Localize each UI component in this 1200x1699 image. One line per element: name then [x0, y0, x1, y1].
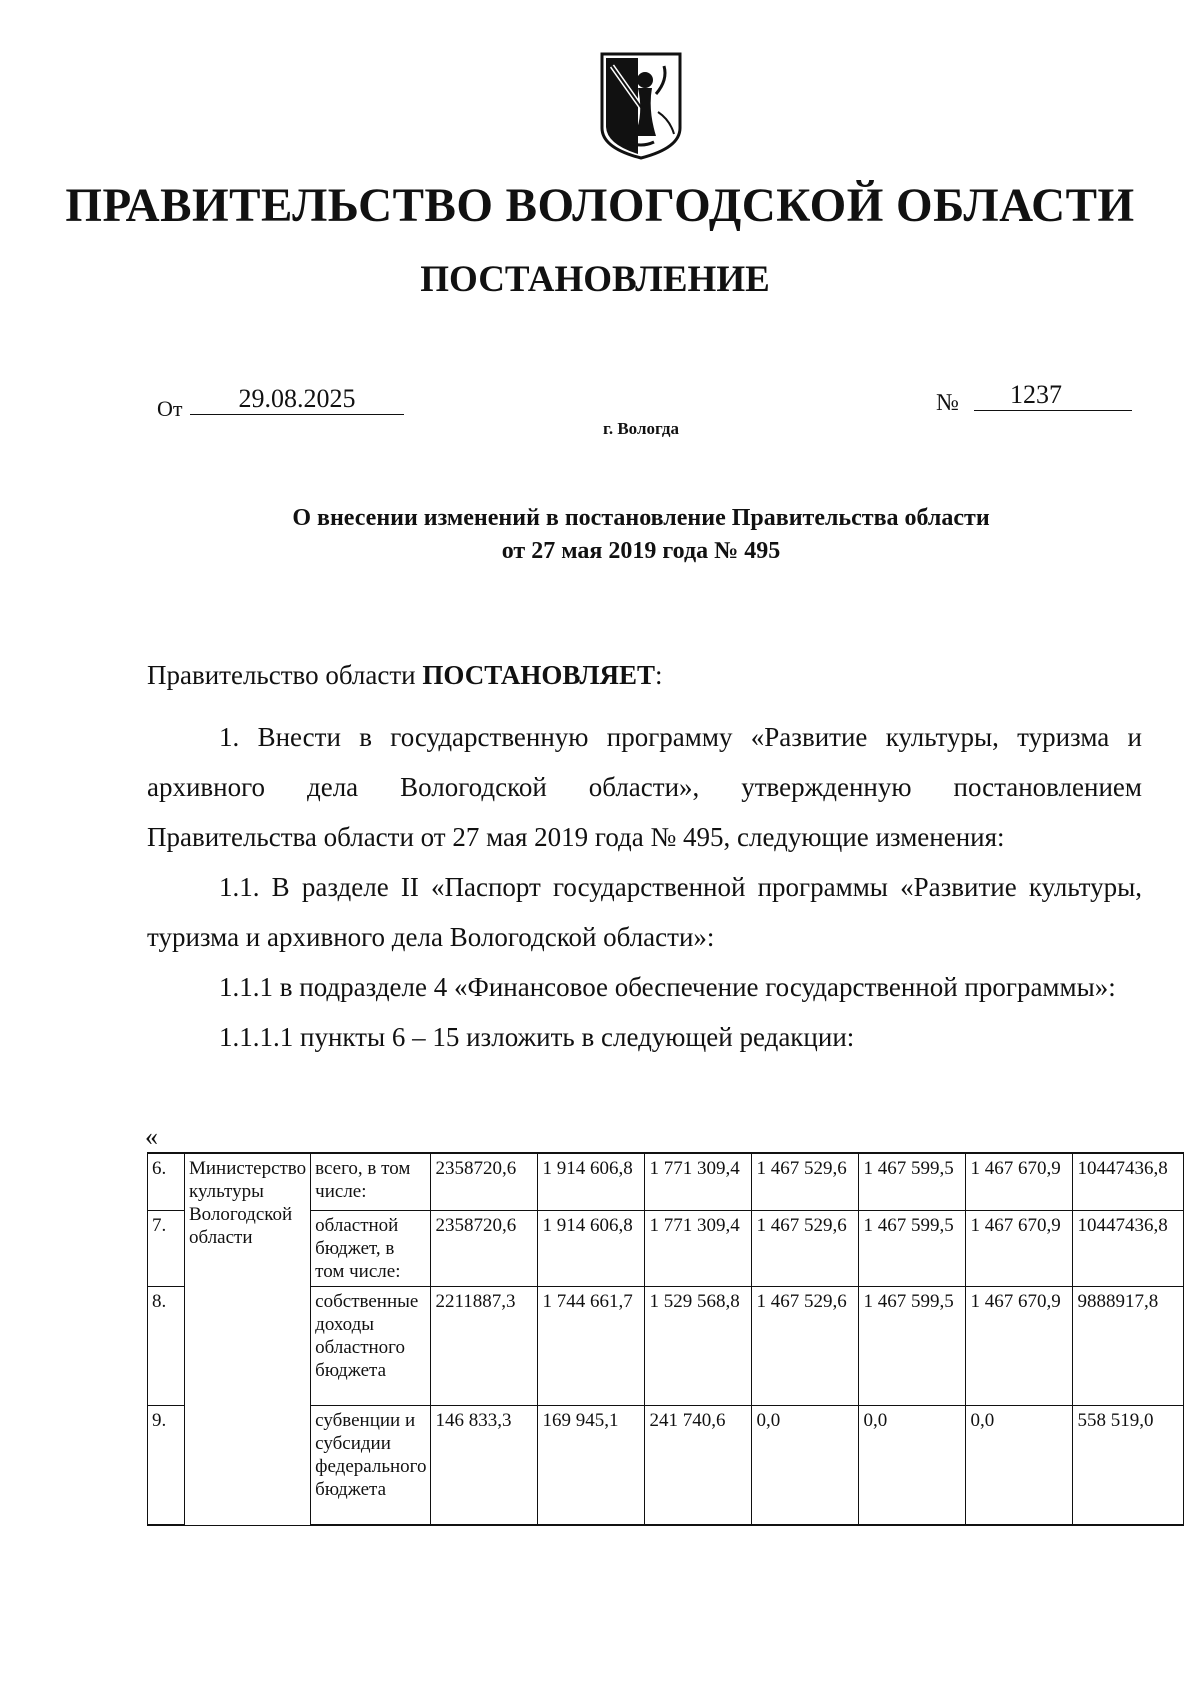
city: г. Вологда — [603, 419, 679, 438]
government-title: ПРАВИТЕЛЬСТВО ВОЛОГОДСКОЙ ОБЛАСТИ — [65, 179, 1135, 232]
value-cell: 0,0 — [752, 1406, 859, 1526]
value-cell: 1 771 309,4 — [645, 1211, 752, 1287]
total-cell: 10447436,8 — [1073, 1211, 1184, 1287]
value-cell: 1 467 529,6 — [752, 1211, 859, 1287]
paragraph-1-1-1: 1.1.1 в подразделе 4 «Финансовое обеспечение государственной программы»: — [219, 972, 1116, 1002]
funding-source: областной бюджет, в том числе: — [311, 1211, 431, 1287]
value-cell: 146 833,3 — [431, 1406, 538, 1526]
value-cell: 1 529 568,8 — [645, 1287, 752, 1406]
value-cell: 1 467 529,6 — [752, 1153, 859, 1211]
value-cell: 1 467 670,9 — [966, 1287, 1073, 1406]
value-cell: 1 744 661,7 — [538, 1287, 645, 1406]
intro-decree-word: ПОСТАНОВЛЯЕТ — [422, 660, 655, 690]
value-cell: 1 467 599,5 — [859, 1153, 966, 1211]
ministry-name: Министерство культуры Вологодской области — [185, 1153, 311, 1525]
paragraph-1: 1. Внести в государственную программу «Развитие культуры, туризма и архивного дела Вологодской области», утвержденную постановлением Правительства области от 27 мая 2019 года № 495, следующие изменения: — [147, 722, 1142, 852]
row-number: 8. — [148, 1287, 185, 1406]
number-label: № — [936, 390, 959, 416]
value-cell: 0,0 — [966, 1406, 1073, 1526]
value-cell: 1 914 606,8 — [538, 1211, 645, 1287]
date-label: От — [157, 396, 183, 421]
value-cell: 1 467 599,5 — [859, 1211, 966, 1287]
value-cell: 2211887,3 — [431, 1287, 538, 1406]
value-cell: 1 914 606,8 — [538, 1153, 645, 1211]
opening-quote: « — [145, 1122, 158, 1151]
paragraph-1-1-1-1: 1.1.1.1 пункты 6 – 15 изложить в следующей редакции: — [219, 1022, 855, 1052]
value-cell: 2358720,6 — [431, 1153, 538, 1211]
intro-suffix: : — [654, 660, 663, 690]
value-cell: 1 771 309,4 — [645, 1153, 752, 1211]
financing-table — [147, 1152, 1184, 1526]
subject-line-2: от 27 мая 2019 года № 495 — [501, 538, 781, 564]
document-number: 1237 — [974, 380, 1132, 411]
value-cell: 169 945,1 — [538, 1406, 645, 1526]
document-date: 29.08.2025 — [190, 384, 404, 415]
funding-source: субвенции и субсидии федерального бюджета — [311, 1406, 431, 1526]
value-cell: 1 467 670,9 — [966, 1211, 1073, 1287]
total-cell: 558 519,0 — [1073, 1406, 1184, 1526]
funding-source: всего, в том числе: — [311, 1153, 431, 1211]
value-cell: 241 740,6 — [645, 1406, 752, 1526]
total-cell: 10447436,8 — [1073, 1153, 1184, 1211]
coat-of-arms-emblem — [598, 50, 684, 162]
intro-prefix: Правительство области — [147, 660, 416, 690]
row-number: 7. — [148, 1211, 185, 1287]
funding-source: собственные доходы областного бюджета — [311, 1287, 431, 1406]
row-number: 6. — [148, 1153, 185, 1211]
total-cell: 9888917,8 — [1073, 1287, 1184, 1406]
value-cell: 1 467 599,5 — [859, 1287, 966, 1406]
document-type: ПОСТАНОВЛЕНИЕ — [420, 259, 770, 300]
paragraph-1-1: 1.1. В разделе II «Паспорт государственной программы «Развитие культуры, туризма и архивного дела Вологодской области»: — [147, 872, 1142, 952]
value-cell: 1 467 529,6 — [752, 1287, 859, 1406]
value-cell: 1 467 670,9 — [966, 1153, 1073, 1211]
body-paragraphs — [147, 712, 1142, 1062]
table-row — [148, 1153, 1184, 1211]
row-number: 9. — [148, 1406, 185, 1526]
value-cell: 0,0 — [859, 1406, 966, 1526]
intro-line — [147, 660, 663, 691]
value-cell: 2358720,6 — [431, 1211, 538, 1287]
subject-line-1: О внесении изменений в постановление Правительства области — [292, 505, 990, 531]
document-subject — [0, 502, 1200, 568]
